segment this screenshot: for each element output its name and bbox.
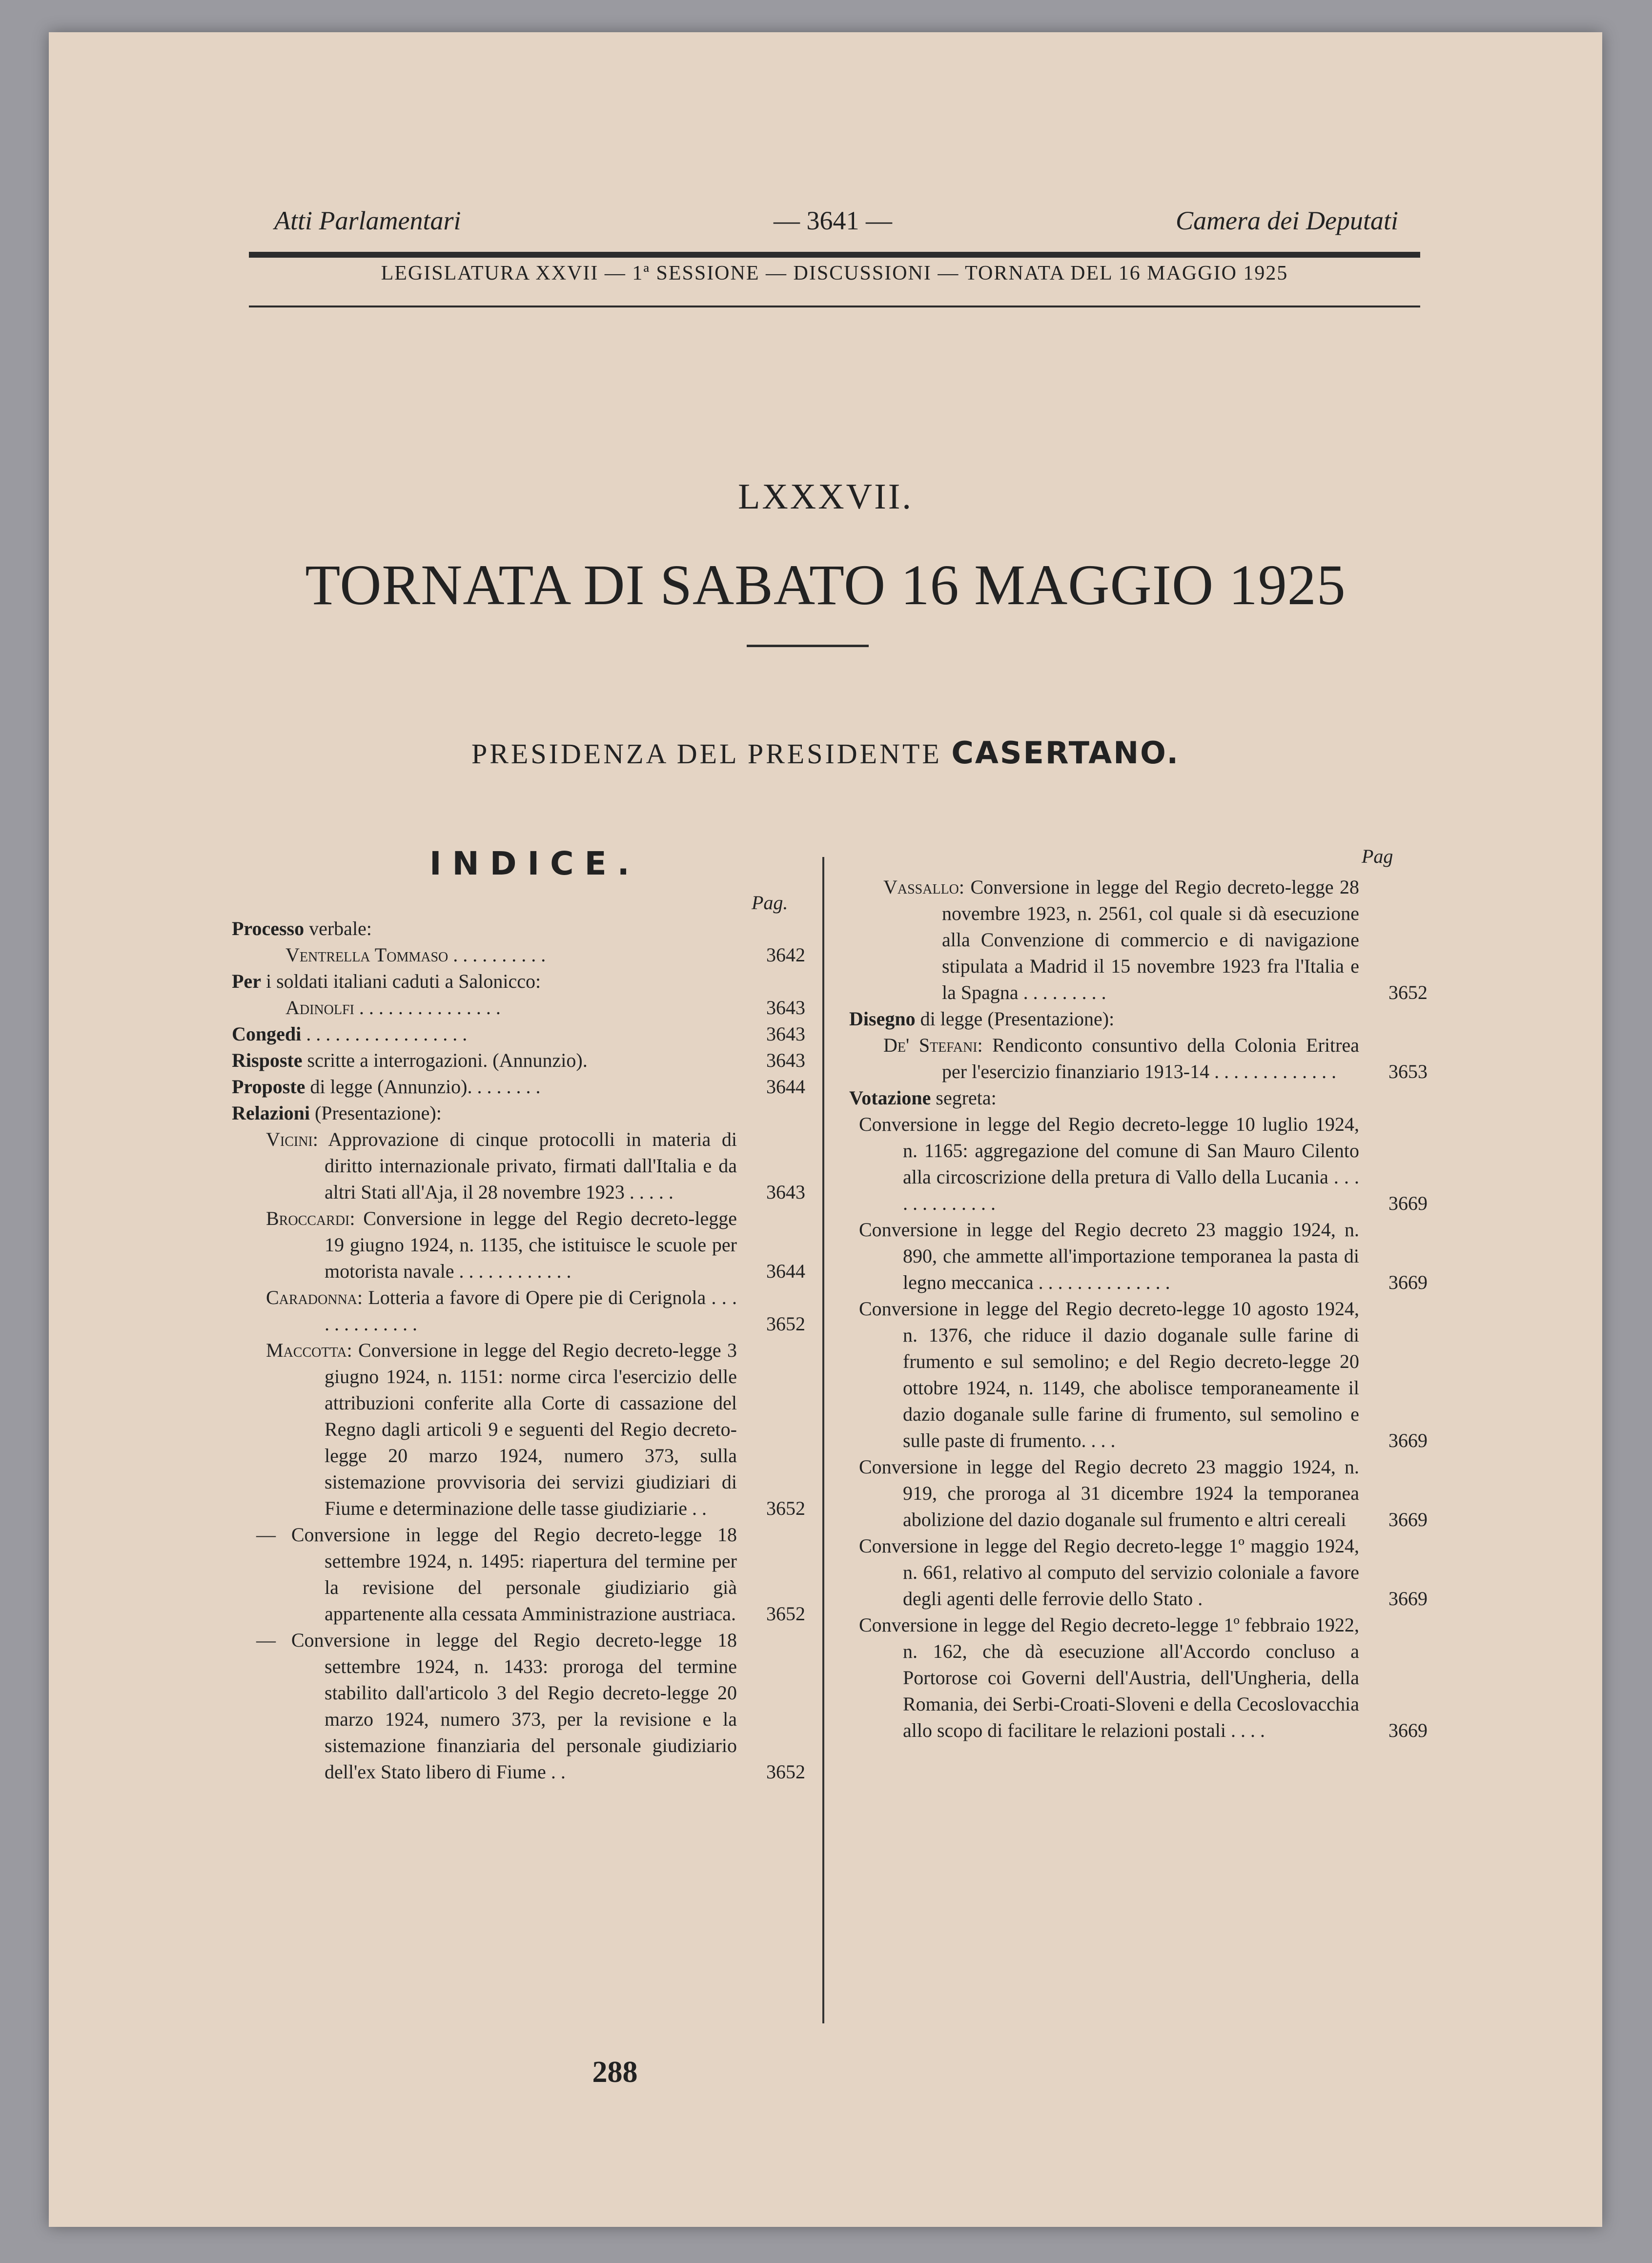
- index-entry-text: Conversione in legge del Regio decreto-legge 18 settembre 1924, n. 1433: proroga del termine stabilito dall'articolo 3 del Regio decreto-legge 20 marzo 1924, numero 373, per la revisione e la sistemazione finanziaria del personale giudiziario dell'ex Stato libero di Fiume: [291, 1629, 737, 1783]
- index-entry: [232, 1047, 805, 1074]
- index-entry: Congedi . . . . . . . . . . . . . . . . . 3643: [232, 1021, 805, 1047]
- index-entry: [849, 1454, 1428, 1533]
- index-entry-text: Lotteria a favore di Opere pie di Cerignola: [368, 1286, 706, 1308]
- index-entry: — Conversione in legge del Regio decreto-legge 18 settembre 1924, n. 1433: proroga del termine stabilito dall'articolo 3 del Regio decreto-legge 20 marzo 1924, numero 373, per la revisione e la sistemazione finanziaria del personale giudiziario dell'ex Stato libero di Fiume . . 3652: [232, 1627, 805, 1785]
- president-name: CASERTANO.: [951, 735, 1180, 771]
- index-entry-text: di legge (Presentazione):: [920, 1008, 1115, 1030]
- index-entry-text: Conversione in legge del Regio decreto 23 maggio 1924, n. 890, che ammette all'importazione temporanea la pasta di legno meccanica: [859, 1219, 1359, 1293]
- column-divider: [822, 857, 824, 2023]
- index-entry-text: di legge (Annunzio).: [310, 1076, 472, 1098]
- index-heading: INDICE.: [429, 845, 640, 882]
- index-entry-text: Rendiconto consuntivo della Colonia Eritrea per l'esercizio finanziario 1913-14: [942, 1034, 1359, 1082]
- index-entry: [849, 1085, 1428, 1111]
- pag-label-right: Pag: [1362, 845, 1393, 867]
- index-page-ref: 3644: [766, 1260, 805, 1282]
- index-heading-word: Risposte: [232, 1049, 303, 1071]
- index-entry: Conversione in legge del Regio decreto-legge 1º maggio 1924, n. 661, relativo al computo del servizio coloniale a favore degli agenti delle ferrovie dello Stato . 3669: [849, 1533, 1428, 1612]
- index-entry-name: Ventrella Tommaso: [286, 944, 449, 966]
- index-entry: Broccardi: Conversione in legge del Regio decreto-legge 19 giugno 1924, n. 1135, che istituisce le scuole per motorista navale . . . . . . . . . . . . 3644: [232, 1205, 805, 1284]
- index-entry: Vassallo: Conversione in legge del Regio decreto-legge 28 novembre 1923, n. 2561, col quale si dà esecuzione alla Convenzione di commercio e di navigazione stipulata a Madrid il 15 novembre 1923 fra l'Italia e la Spagna . . . . . . . . . 3652: [849, 874, 1428, 1006]
- index-entry-text: i soldati italiani caduti a Salonicco:: [265, 970, 541, 992]
- header-page-number: — 3641 —: [774, 206, 892, 235]
- index-column-left: [232, 916, 805, 1785]
- index-entry-name: Caradonna:: [266, 1286, 363, 1308]
- index-page-ref: 3669: [1388, 1192, 1428, 1214]
- title-rule: [747, 645, 869, 647]
- index-entry-text: Conversione in legge del Regio decreto-legge 3 giugno 1924, n. 1151: norme circa l'esercizio delle attribuzioni conferite alla Corte di cassazione del Regno dagli articoli 9 e seguenti del Regio decreto-legge 20 marzo 1924, numero 373, sulla sistemazione provvisoria dei servizi giudiziari di Fiume e determinazione delle tasse giudiziarie: [325, 1339, 737, 1519]
- index-page-ref: 3643: [766, 997, 805, 1019]
- index-dash: —: [256, 1524, 276, 1546]
- index-entry: [232, 968, 805, 995]
- pag-label-left: Pag.: [752, 892, 788, 914]
- index-entry-text: scritte a interrogazioni. (Annunzio).: [307, 1049, 588, 1071]
- index-entry: Adinolfi . . . . . . . . . . . . . . . 3643: [232, 995, 805, 1021]
- index-page-ref: 3669: [1388, 1588, 1428, 1610]
- index-page-ref: 3653: [1388, 1060, 1428, 1082]
- index-heading-word: Disegno: [849, 1008, 916, 1030]
- index-page-ref: 3643: [766, 1181, 805, 1203]
- index-entry-text: verbale:: [309, 917, 372, 939]
- index-heading-word: Congedi: [232, 1023, 302, 1045]
- index-entry-name: Vassallo:: [883, 876, 965, 898]
- index-entry: Conversione in legge del Regio decreto-legge 1º febbraio 1922, n. 162, che dà esecuzione all'Accordo concluso a Portorose coi Governi dell'Austria, dell'Ungheria, della Romania, dei Serbi-Croati-Sloveni e della Cecoslovacchia allo scopo di facilitare le relazioni postali . . . . 3669: [849, 1612, 1428, 1744]
- index-entry-text: Conversione in legge del Regio decreto-legge 18 settembre 1924, n. 1495: riapertura del termine per la revisione del personale giudiziario già appartenente alla cessata Amministrazione austriaca.: [291, 1524, 737, 1625]
- index-entry: [232, 916, 805, 942]
- index-entry-text: Conversione in legge del Regio decreto-legge 1º maggio 1924, n. 661, relativo al computo del servizio coloniale a favore degli agenti delle ferrovie dello Stato: [859, 1535, 1359, 1610]
- document-page: [49, 32, 1602, 2227]
- index-entry: Conversione in legge del Regio decreto-legge 10 agosto 1924, n. 1376, che riduce il dazio doganale sulle farine di frumento e sul semolino; e del Regio decreto-legge 20 ottobre 1924, n. 1149, che abolisce temporaneamente il dazio doganale sulle farine di frumento, sul semolino e sulle paste di frumento. . . . 3669: [849, 1296, 1428, 1454]
- index-entry-text: Approvazione di cinque protocolli in materia di diritto internazionale privato, firmati dall'Italia e da altri Stati all'Aja, il 28 novembre 1923: [325, 1128, 737, 1203]
- index-heading-word: Relazioni: [232, 1102, 310, 1124]
- index-page-ref: 3652: [766, 1761, 805, 1783]
- index-page-ref: 3642: [766, 944, 805, 966]
- header-rule: [249, 252, 1420, 258]
- index-heading-word: Per: [232, 970, 261, 992]
- index-page-ref: 3652: [766, 1313, 805, 1335]
- session-line: LEGISLATURA XXVII — 1ª SESSIONE — DISCUSSIONI — TORNATA DEL 16 MAGGIO 1925: [381, 262, 1288, 285]
- header-chamber: Camera dei Deputati: [1176, 206, 1398, 235]
- index-entry: Maccotta: Conversione in legge del Regio decreto-legge 3 giugno 1924, n. 1151: norme circa l'esercizio delle attribuzioni conferite alla Corte di cassazione del Regno dagli articoli 9 e seguenti del Regio decreto-legge 20 marzo 1924, numero 373, sulla sistemazione provvisoria dei servizi giudiziari di Fiume e determinazione delle tasse giudiziarie . . 3652: [232, 1337, 805, 1522]
- index-entry-text: Conversione in legge del Regio decreto-legge 1º febbraio 1922, n. 162, che dà esecuzione all'Accordo concluso a Portorose coi Governi dell'Austria, dell'Ungheria, della Romania, dei Serbi-Croati-Sloveni e della Cecoslovacchia allo scopo di facilitare le relazioni postali: [859, 1614, 1359, 1741]
- index-page-ref: 3652: [766, 1497, 805, 1519]
- index-entry-name: De' Stefani:: [883, 1034, 983, 1056]
- index-entry-name: Vicini:: [266, 1128, 318, 1150]
- index-column-right: [849, 874, 1428, 1744]
- index-dash: —: [256, 1629, 276, 1651]
- index-heading-word: Votazione: [849, 1087, 931, 1109]
- sitting-number: LXXXVII.: [738, 477, 913, 517]
- footer-number: 288: [592, 2056, 638, 2089]
- index-entry: Proposte di legge (Annunzio). . . . . . . . 3644: [232, 1074, 805, 1100]
- index-entry: [849, 1006, 1428, 1032]
- index-entry: Conversione in legge del Regio decreto 23 maggio 1924, n. 890, che ammette all'importazione temporanea la pasta di legno meccanica . . . . . . . . . . . . . . 3669: [849, 1217, 1428, 1296]
- index-entry: De' Stefani: Rendiconto consuntivo della Colonia Eritrea per l'esercizio finanziario 1913-14 . . . . . . . . . . . . . 3653: [849, 1032, 1428, 1085]
- index-entry: [232, 1522, 805, 1627]
- page-title: TORNATA DI SABATO 16 MAGGIO 1925: [305, 553, 1346, 617]
- session-rule: [249, 306, 1420, 307]
- index-page-ref: 3669: [1388, 1271, 1428, 1293]
- index-entry-name: Maccotta:: [266, 1339, 352, 1361]
- index-page-ref: 3652: [766, 1603, 805, 1625]
- index-entry-text: Conversione in legge del Regio decreto-legge 10 agosto 1924, n. 1376, che riduce il dazio doganale sulle farine di frumento e sul semolino; e del Regio decreto-legge 20 ottobre 1924, n. 1149, che abolisce temporaneamente il dazio doganale sulle farine di frumento, sul semolino e sulle paste di frumento.: [859, 1298, 1359, 1451]
- index-entry-text: (Presentazione):: [314, 1102, 442, 1124]
- index-page-ref: 3669: [1388, 1719, 1428, 1741]
- index-entry-name: Broccardi:: [266, 1207, 355, 1229]
- index-entry-text: Conversione in legge del Regio decreto-legge 19 giugno 1924, n. 1135, che istituisce le scuole per motorista navale: [325, 1207, 737, 1282]
- presidency-prefix: PRESIDENZA DEL PRESIDENTE: [471, 738, 942, 770]
- presidency-line: [49, 735, 1602, 771]
- header-publication: Atti Parlamentari: [274, 206, 461, 235]
- index-page-ref: 3644: [766, 1076, 805, 1098]
- index-entry-text: Conversione in legge del Regio decreto-legge 10 luglio 1924, n. 1165: aggregazione del comune di San Mauro Cilento alla circoscrizione della pretura di Vallo della Lucania: [859, 1113, 1359, 1188]
- index-entry-text: segreta:: [936, 1087, 997, 1109]
- index-entry: Ventrella Tommaso . . . . . . . . . . 3642: [232, 942, 805, 968]
- index-page-ref: 3643: [766, 1049, 805, 1071]
- index-heading-word: Processo: [232, 917, 305, 939]
- index-page-ref: 3669: [1388, 1429, 1428, 1451]
- index-entry: Vicini: Approvazione di cinque protocolli in materia di diritto internazionale privato, firmati dall'Italia e da altri Stati all'Aja, il 28 novembre 1923 . . . . . 3643: [232, 1126, 805, 1205]
- index-entry: Caradonna: Lotteria a favore di Opere pie di Cerignola . . . . . . . . . . . . . 3652: [232, 1284, 805, 1337]
- index-entry: [232, 1100, 805, 1126]
- index-page-ref: 3643: [766, 1023, 805, 1045]
- index-entry-name: Adinolfi: [286, 997, 354, 1019]
- index-page-ref: 3669: [1388, 1509, 1428, 1530]
- index-entry-text: Conversione in legge del Regio decreto 23 maggio 1924, n. 919, che proroga al 31 dicembre 1924 la temporanea abolizione del dazio doganale sul frumento e altri cereali: [859, 1456, 1359, 1530]
- index-entry: Conversione in legge del Regio decreto-legge 10 luglio 1924, n. 1165: aggregazione del comune di San Mauro Cilento alla circoscrizione della pretura di Vallo della Lucania . . . . . . . . . . . . . 3669: [849, 1111, 1428, 1217]
- index-entry-text: Conversione in legge del Regio decreto-legge 28 novembre 1923, n. 2561, col quale si dà esecuzione alla Convenzione di commercio e di navigazione stipulata a Madrid il 15 novembre 1923 fra l'Italia e la Spagna: [942, 876, 1359, 1003]
- index-heading-word: Proposte: [232, 1076, 306, 1098]
- index-page-ref: 3652: [1388, 981, 1428, 1003]
